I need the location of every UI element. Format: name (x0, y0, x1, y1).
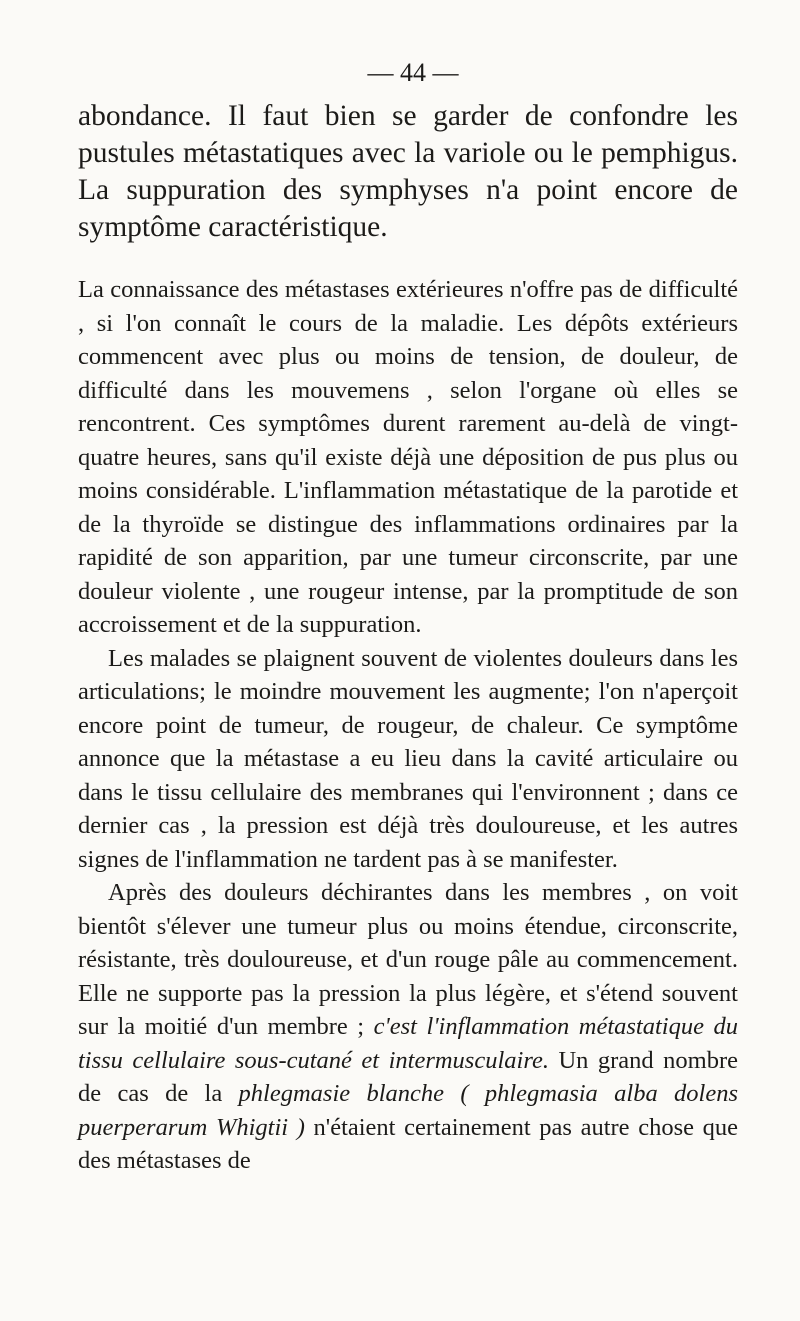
italic-phlegmasie: phlegmasie blanche ( phlegmasia alba dolens puerperarum Whigtii ) (78, 1080, 738, 1141)
page-number: — 44 — (367, 58, 459, 87)
paragraph-lead-text: Après des douleurs déchirantes dans les membres , on voit bientôt s'élever une tumeur plus ou moins étendue, circonscrite, résistante, très douloureuse, et d'un rouge pâle au commencement. Elle ne supporte pas la pression la plus légère, et s'étend souvent sur la moitié d'un membre ; (78, 879, 738, 1040)
paragraph-mid-text: Un grand nombre de cas de la (78, 1046, 738, 1107)
body-text (78, 273, 738, 1178)
paragraph-metastases-exterieures: La connaissance des métastases extérieures n'offre pas de difficulté , si l'on connaît le cours de la maladie. Les dépôts extérieurs commencent avec plus ou moins de tension, de douleur, de difficulté dans les mouvemens , selon l'organe où elles se rencontrent. Ces symptômes durent rarement au-delà de vingt-quatre heures, sans qu'il existe déjà une déposition de pus plus ou moins considérable. L'inflammation métastatique de la parotide et de la thyroïde se distingue des inflammations ordinaires par la rapidité de son apparition, par une tumeur circonscrite, par une douleur violente , une rougeur intense, par la promptitude de son accroissement et de la suppuration. (78, 276, 738, 638)
italic-definition: c'est l'inflammation métastatique du tissu cellulaire sous-cutané et intermusculaire. (78, 1013, 738, 1074)
paragraph-douleurs-articulaires: Les malades se plaignent souvent de violentes douleurs dans les articulations; le moindre mouvement les augmente; l'on n'aperçoit encore point de tumeur, de rougeur, de chaleur. Ce symptôme annonce que la métastase a eu lieu dans la cavité articulaire ou dans le tissu cellulaire des membranes qui l'environnent ; dans ce dernier cas , la pression est déjà très douloureuse, et les autres signes de l'inflammation ne tardent pas à se manifester. (78, 644, 738, 873)
paragraph-tail-text: n'étaient certainement pas autre chose que des métastases de (78, 1113, 739, 1174)
opening-paragraph (78, 98, 738, 246)
opening-paragraph-text: abondance. Il faut bien se garder de confondre les pustules métastatiques avec la variole ou le pemphigus. La suppuration des symphyses n'a point encore de symptôme caractéristique. (78, 100, 738, 243)
paragraph-tumeur-membres (78, 876, 738, 1178)
